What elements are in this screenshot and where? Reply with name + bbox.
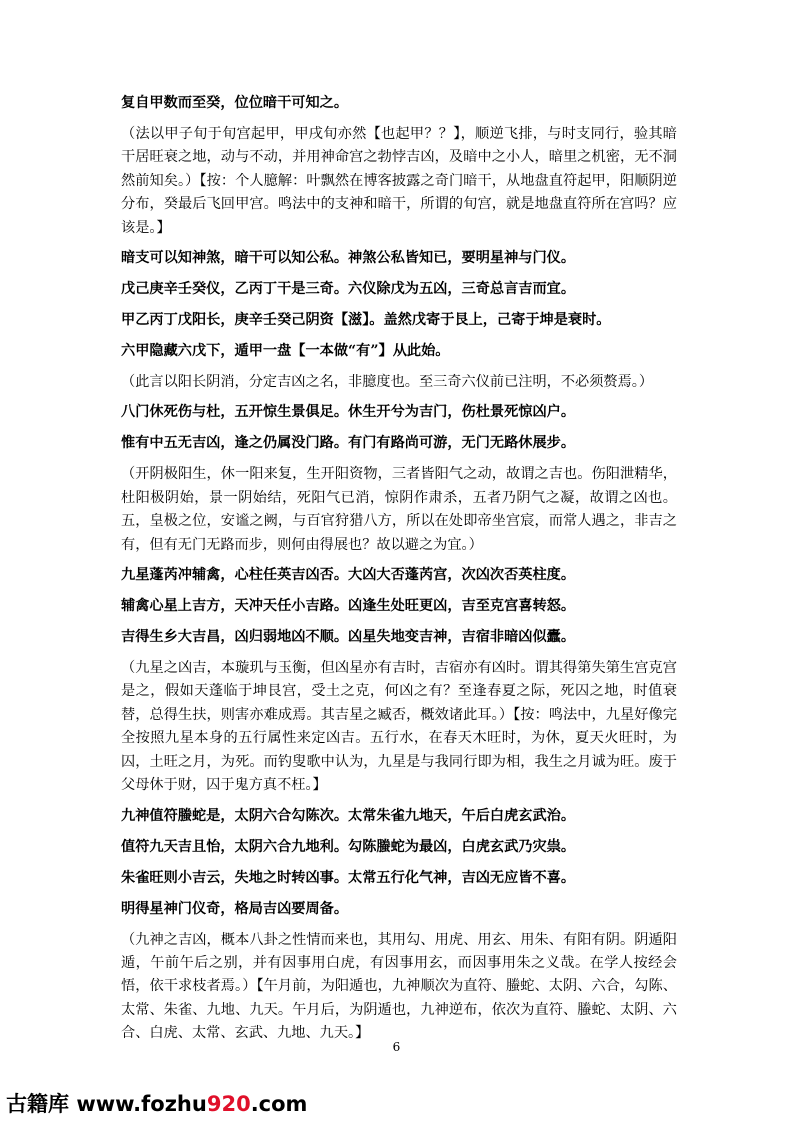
- verse-line: 六甲隐藏六戊下，遁甲一盘【一本做“有”】从此始。: [121, 343, 450, 360]
- verse-line: 戊己庚辛壬癸仪，乙丙丁干是三奇。六仪除戊为五凶，三奇总言吉而宜。: [121, 281, 576, 298]
- verse-line: 吉得生乡大吉昌，凶归弱地凶不顺。凶星失地变吉神，吉宿非暗凶似蠹。: [121, 629, 576, 646]
- verse-line: 明得星神门仪奇，格局吉凶要周备。: [121, 900, 349, 917]
- verse-line: 暗支可以知神煞，暗干可以知公私。神煞公私皆知已，要明星神与门仪。: [121, 250, 576, 267]
- verse-line: 朱雀旺则小吉云，失地之时转凶事。太常五行化气神，吉凶无应皆不喜。: [121, 869, 576, 886]
- commentary-paragraph: （九星之凶吉，本璇玑与玉衡，但凶星亦有吉时，吉宿亦有凶时。谓其得第失第生宫克宫是之，假如天蓬临于坤艮宫，受土之克，何凶之有？至逢春夏之际，死囚之地，时值衰替，总得生扶，则害亦难成焉。其吉星之臧否，概效诸此耳。）【按：鸣法中，九星好像完全按照九星本身的五行属性来定凶吉。五行水，在春天木旺时，为休，夏天火旺时，为囚，土旺之月，为死。而钓叟歌中认为，九星是与我同行即为相，我生之月诚为旺。废于父母休于财，囚于鬼方真不枉。】: [121, 660, 677, 794]
- commentary-paragraph: （九神之吉凶，概本八卦之性情而来也，其用勾、用虎、用玄、用朱、有阳有阴。阴遁阳遁，午前午后之别，并有因事用白虎，有因事用玄，而因事用朱之义哉。在学人按经会悟，依干求枝者焉。）【午月前，为阳遁也，九神顺次为直符、螣蛇、太阴、六合，勾陈、太常、朱雀、九地、九天。午月后，为阴遁也，九神逆布，依次为直符、螣蛇、太阴、六合、白虎、太常、玄武、九地、九天。】: [121, 931, 677, 1042]
- page-number: 6: [392, 1040, 401, 1054]
- verse-line: 复自甲数而至癸，位位暗干可知之。: [121, 95, 349, 111]
- site-url-number: 920: [206, 1092, 251, 1116]
- site-url-prefix: www.fozhu: [76, 1092, 207, 1116]
- site-url-suffix: .com: [250, 1092, 308, 1116]
- commentary-paragraph: （法以甲子旬于旬宫起甲，甲戌旬亦然【也起甲？？】，顺逆飞排，与时支同行，验其暗干居旺衰之地，动与不动，并用神命宫之勃悖吉凶，及暗中之小人，暗里之机密，无不洞然前知矣。）【按：个人臆解：叶飘然在博客披露之奇门暗干，从地盘直符起甲，阳顺阴逆分布，癸最后飞回甲宫。鸣法中的支神和暗干，所谓的旬宫，就是地盘直符所在宫吗？应该是。】: [121, 126, 677, 236]
- verse-line: 值符九天吉且怡，太阴六合九地利。勾陈螣蛇为最凶，白虎玄武乃灾祟。: [121, 838, 576, 855]
- verse-line: 惟有中五无吉凶，逢之仍属没门路。有门有路尚可游，无门无路休展步。: [121, 435, 576, 452]
- verse-line: 辅禽心星上吉方，天冲天任小吉路。凶逢生处旺更凶，吉至克宫喜转怒。: [121, 598, 576, 615]
- verse-line: 九星蓬芮冲辅禽，心柱任英吉凶否。大凶大否蓬芮宫，次凶次否英柱度。: [121, 567, 576, 584]
- site-watermark[interactable]: [6, 1088, 307, 1118]
- verse-line: 九神值符螣蛇是，太阴六合勾陈次。太常朱雀九地天，午后白虎玄武治。: [121, 807, 576, 824]
- commentary-paragraph: （开阴极阳生，休一阳来复，生开阳资物，三者皆阳气之动，故谓之吉也。伤阳泄精华，杜阳极阴始，景一阴始结，死阳气已消，惊阴作肃杀，五者乃阴气之凝，故谓之凶也。五，皇极之位，安谧之阙，与百官狩猎八方，所以在处即帝坐宫宸，而常人遇之，非吉之有，但有无门无路而步，则何由得展也？故以避之为宜。）: [121, 466, 677, 553]
- commentary-paragraph: （此言以阳长阴消，分定吉凶之名，非臆度也。至三奇六仪前已注明，不必须赘焉。）: [121, 374, 654, 391]
- page-content: [121, 92, 677, 1053]
- site-name: 古籍库: [6, 1092, 69, 1116]
- verse-line: 八门休死伤与杜，五开惊生景俱足。休生开兮为吉门，伤杜景死惊凶户。: [121, 404, 576, 421]
- verse-line: 甲乙丙丁戊阳长，庚辛壬癸己阴资【滋】。盖然戊寄于艮上，己寄于坤是衰时。: [121, 312, 611, 329]
